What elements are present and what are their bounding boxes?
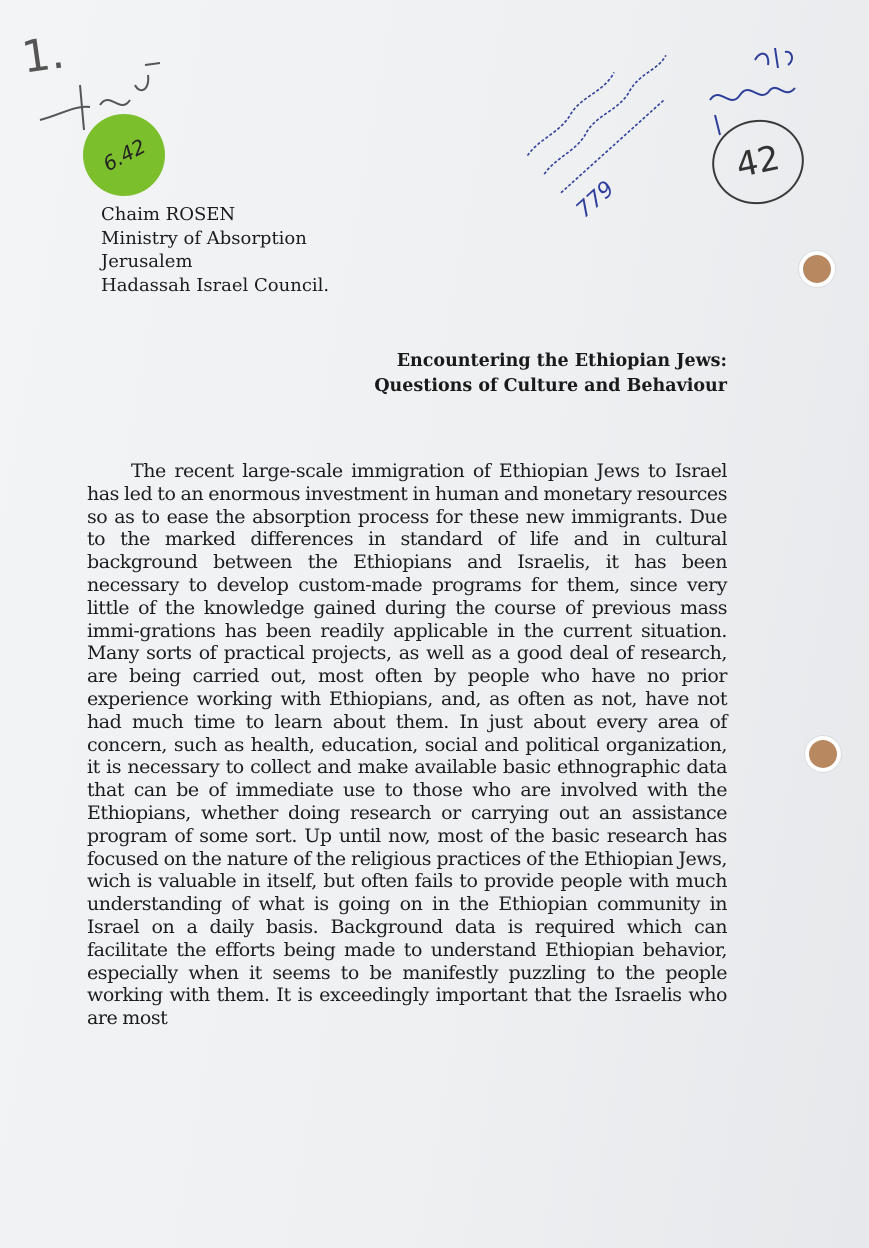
corner-handwritten-mark: 1.: [18, 27, 68, 84]
author-city: Jerusalem: [101, 251, 193, 272]
bleed-through-text: [300, 80, 560, 100]
circled-number: 42: [732, 137, 784, 187]
title-line-2: Questions of Culture and Behaviour: [374, 376, 727, 396]
sticker-number: 6.42: [98, 133, 150, 177]
punch-hole-bottom: [809, 740, 837, 768]
author-name: Chaim ROSEN: [101, 204, 236, 225]
body-paragraph: The recent large-scale immigration of Ethiopian Jews to Israel has led to an enormous investment in human and monetary resources so as to ease the absorption process for these new immigrants. Due to the marked differences in standard of life and in cultural background between the Ethiopians and Israelis, it has been necessary to develop custom-made programs for them, since very little of the knowledge gained during the course of previous mass immi-grations has been readily applicable in the current situation. Many sorts of practical projects, as well as a good deal of research, are being carried out, most often by people who have no prior experience working with Ethiopians, and, as often as not, have not had much time to learn about them. In just about every area of concern, such as health, education, social and political organization, it is necessary to collect and make available basic ethnographic data that can be of immediate use to those who are involved with the Ethiopians, whether doing research or carrying out an assistance program of some sort. Up until now, most of the basic research has focused on the nature of the religious practices of the Ethiopian Jews, wich is valuable in itself, but often fails to provide people with much understanding of what is going on in the Ethiopian community in Israel on a daily basis. Background data is required which can facilitate the efforts being made to understand Ethiopian behavior, especially when it seems to be manifestly puzzling to the people working with them. It is exceedingly important that the Israelis who are most: [87, 460, 727, 1030]
punch-hole-top: [803, 255, 831, 283]
title-line-1: Encountering the Ethiopian Jews:: [396, 351, 727, 371]
article-title: [374, 349, 727, 399]
stamp-number: 779: [571, 176, 620, 224]
library-stamp: [500, 6, 716, 224]
author-block: [101, 203, 329, 297]
author-affiliation: Hadassah Israel Council.: [101, 274, 330, 296]
author-organization: Ministry of Absorption: [101, 227, 307, 249]
catalog-sticker: [83, 114, 165, 196]
